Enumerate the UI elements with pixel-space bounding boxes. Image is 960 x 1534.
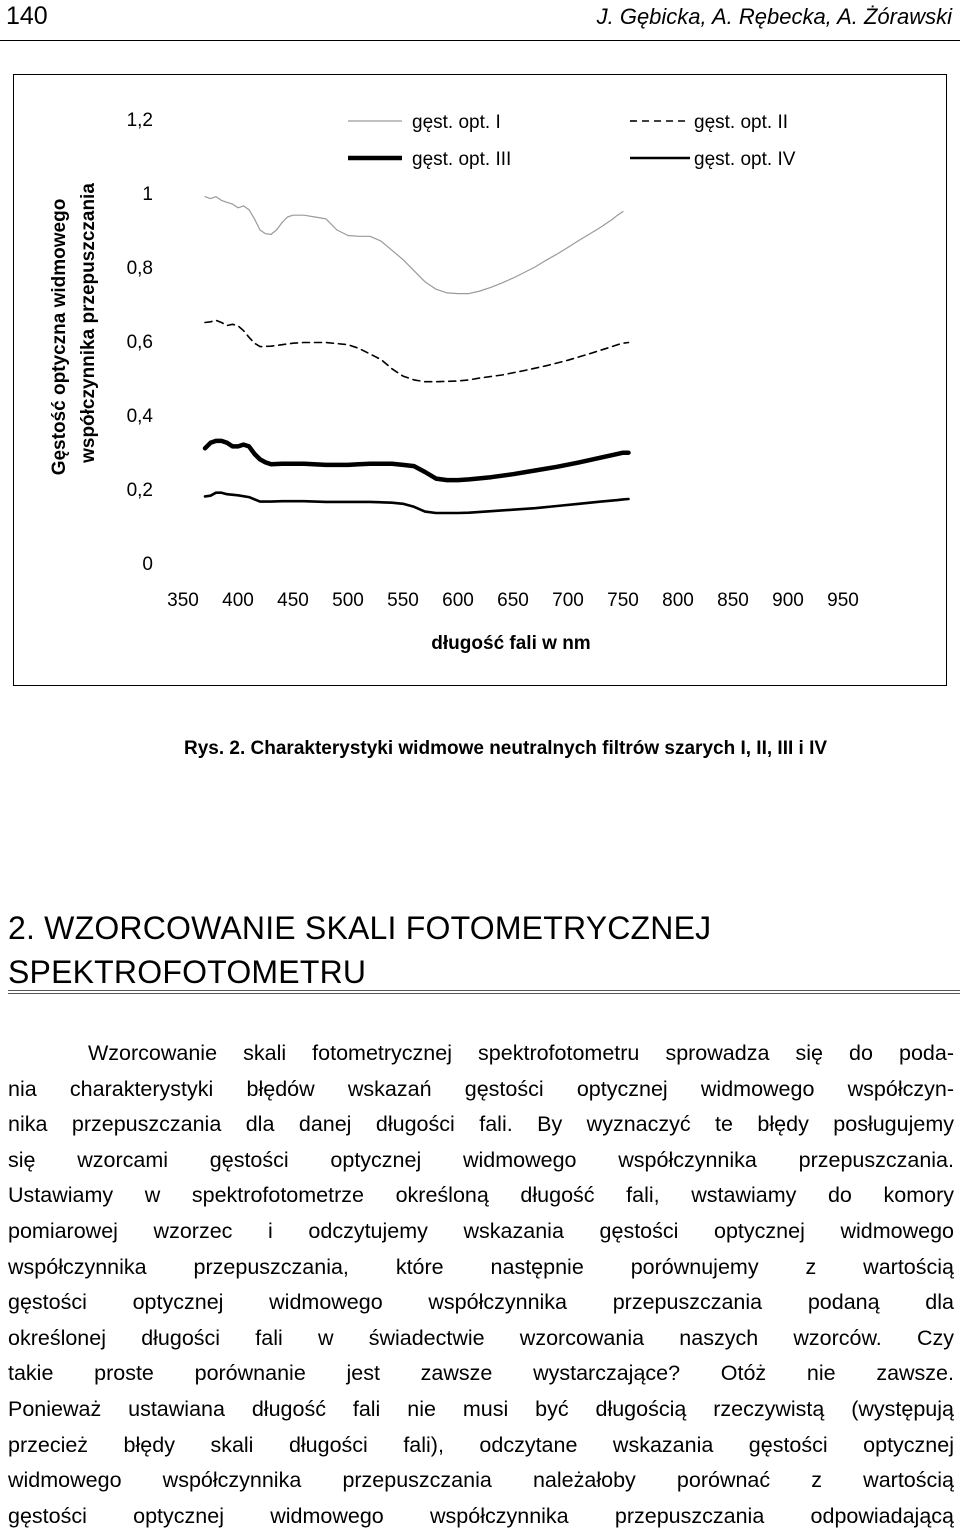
heading-rule <box>8 990 960 994</box>
x-tick-label: 600 <box>442 590 474 611</box>
x-tick-labels <box>167 590 859 611</box>
x-tick-label: 400 <box>222 590 254 611</box>
series-lines <box>205 197 629 513</box>
spectral-density-chart <box>0 0 960 700</box>
x-tick-label: 350 <box>167 590 199 611</box>
running-head-authors: J. Gębicka, A. Rębecka, A. Żórawski <box>596 4 952 29</box>
body-text <box>8 1036 954 1534</box>
x-axis-label: długość fali w nm <box>431 633 591 654</box>
y-tick-label: 1 <box>142 184 153 205</box>
body-line: Ustawiamy w spektrofotometrze określoną długość fali, wstawiamy do komory <box>8 1183 954 1208</box>
x-tick-label: 950 <box>827 590 859 611</box>
body-line: przecież błędy skali długości fali), odczytane wskazania gęstości optycznej <box>8 1432 954 1457</box>
x-tick-label: 450 <box>277 590 309 611</box>
body-line: nika przepuszczania dla danej długości fali. By wyznaczyć te błędy posługujemy <box>8 1112 954 1137</box>
series-line-1 <box>205 197 623 294</box>
x-tick-label: 650 <box>497 590 529 611</box>
body-line: nia charakterystyki błędów wskazań gęstości optycznej widmowego współczyn- <box>8 1076 954 1101</box>
y-tick-labels <box>127 110 154 575</box>
x-tick-label: 850 <box>717 590 749 611</box>
series-line-2 <box>205 320 629 381</box>
body-line: Ponieważ ustawiana długość fali nie musi być długością rzeczywistą (występują <box>8 1396 954 1421</box>
legend-label-2: gęst. opt. II <box>694 112 788 133</box>
x-tick-label: 500 <box>332 590 364 611</box>
y-tick-label: 0,2 <box>126 480 153 501</box>
legend-label-3: gęst. opt. III <box>412 149 512 170</box>
body-line: takie proste porównanie jest zawsze wystarczające? Otóż nie zawsze. <box>8 1361 954 1386</box>
y-axis-label <box>49 183 99 476</box>
y-tick-label: 0,8 <box>126 258 153 279</box>
x-tick-label: 900 <box>772 590 804 611</box>
y-tick-label: 0 <box>142 554 153 575</box>
x-tick-label: 550 <box>387 590 419 611</box>
section-heading-line-2: SPEKTROFOTOMETRU <box>8 954 367 990</box>
y-axis-label-line-2: współczynnika przepuszczania <box>78 183 99 463</box>
y-tick-label: 0,4 <box>126 406 153 427</box>
legend-label-4: gęst. opt. IV <box>694 149 796 170</box>
series-line-4 <box>205 493 629 513</box>
body-line: pomiarowej wzorzec i odczytujemy wskazania gęstości optycznej widmowego <box>8 1218 954 1243</box>
y-tick-label: 0,6 <box>126 332 153 353</box>
x-tick-label: 750 <box>607 590 639 611</box>
y-tick-label: 1,2 <box>126 110 153 131</box>
x-tick-label: 800 <box>662 590 694 611</box>
body-line: się wzorcami gęstości optycznej widmowego współczynnika przepuszczania. <box>8 1147 954 1172</box>
section-heading <box>8 906 711 994</box>
body-line: gęstości optycznej widmowego współczynnika przepuszczania podaną dla <box>8 1290 954 1315</box>
section-heading-line-1: 2. WZORCOWANIE SKALI FOTOMETRYCZNEJ <box>8 910 712 946</box>
legend <box>348 112 796 170</box>
x-tick-label: 700 <box>552 590 584 611</box>
legend-label-1: gęst. opt. I <box>412 112 501 133</box>
page-number: 140 <box>6 2 48 30</box>
body-line: określonej długości fali w świadectwie wzorcowania naszych wzorców. Czy <box>8 1325 954 1350</box>
series-line-3 <box>205 441 629 480</box>
body-line: współczynnika przepuszczania, które następnie porównujemy z wartością <box>8 1254 954 1279</box>
body-line: widmowego współczynnika przepuszczania należałoby porównać z wartością <box>8 1468 954 1493</box>
y-axis-label-line-1: Gęstość optyczna widmowego <box>49 198 70 476</box>
body-line: gęstości optycznej widmowego współczynnika przepuszczania odpowiadającą <box>8 1503 954 1528</box>
figure-caption: Rys. 2. Charakterystyki widmowe neutralnych filtrów szarych I, II, III i IV <box>184 738 828 759</box>
body-line: Wzorcowanie skali fotometrycznej spektrofotometru sprowadza się do poda- <box>88 1041 954 1065</box>
